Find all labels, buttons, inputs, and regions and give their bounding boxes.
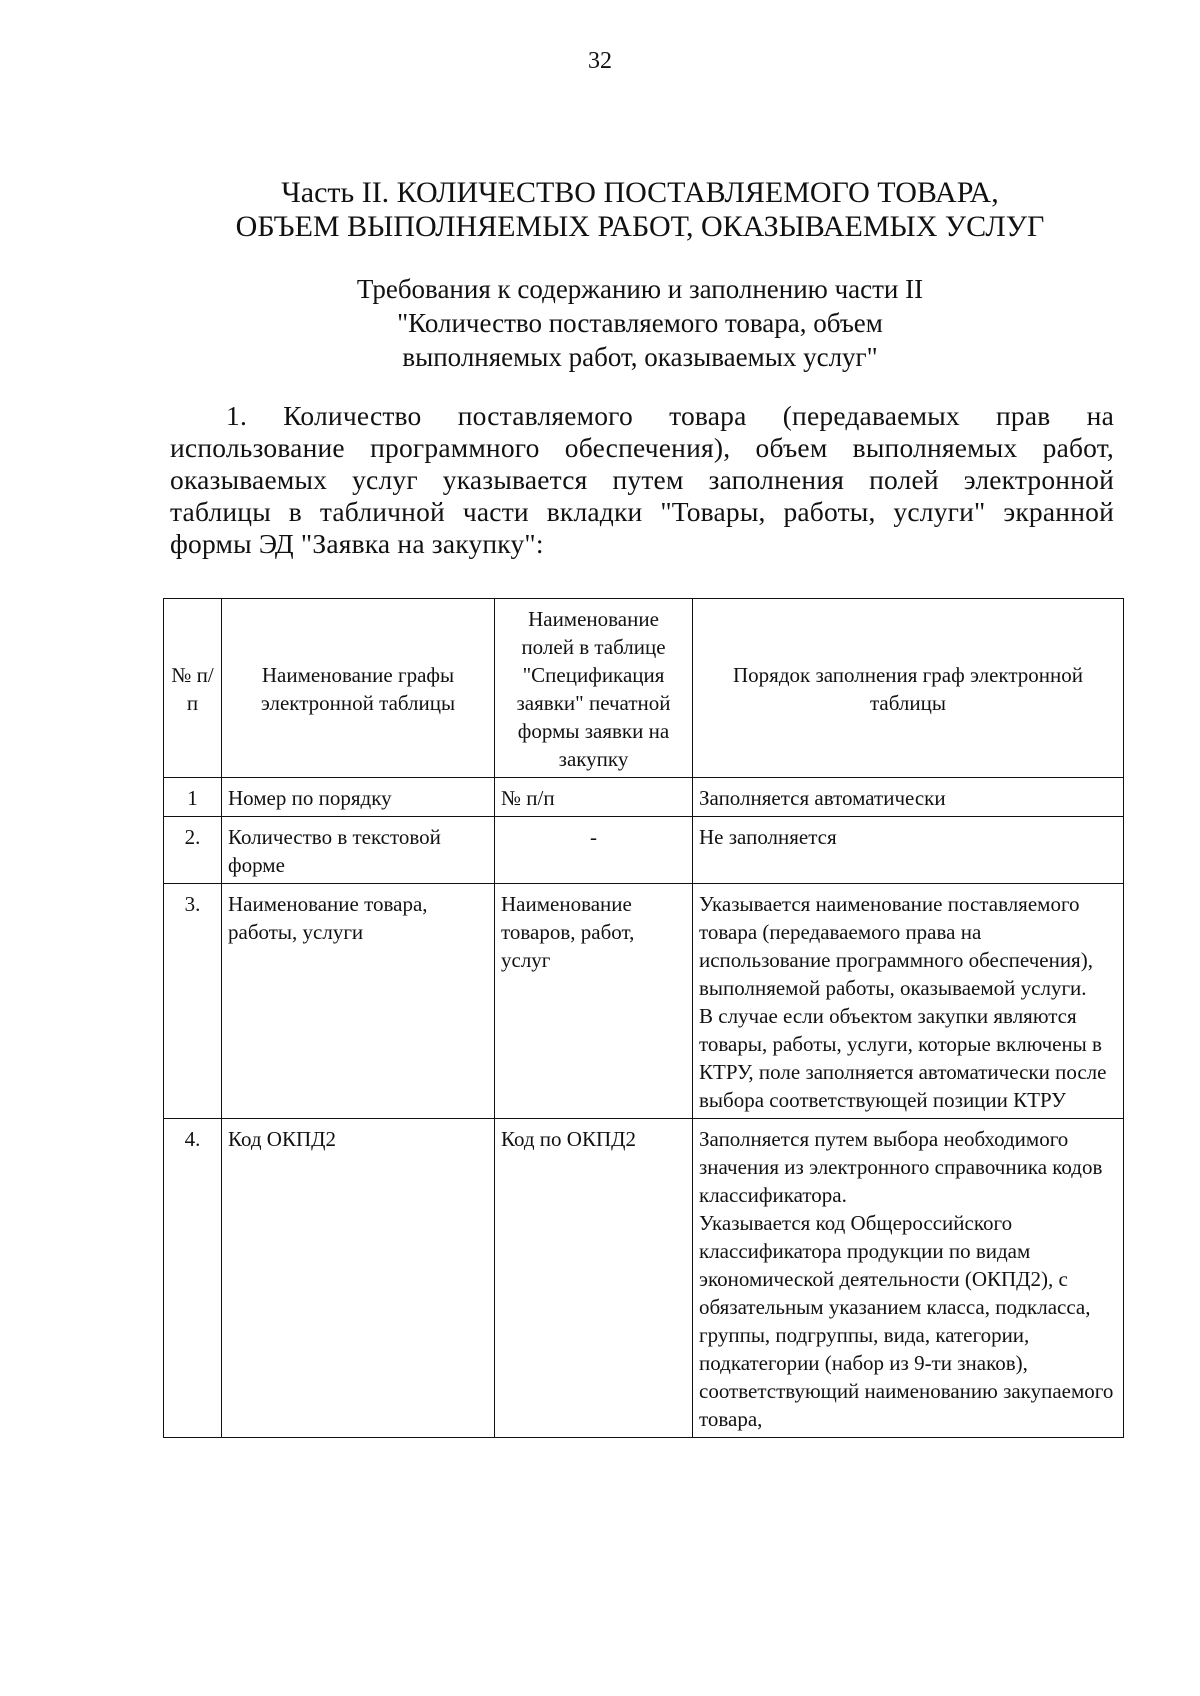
row-fill-order [693, 884, 1124, 1119]
header-number: № п/п [164, 599, 222, 778]
subheading-line: выполняемых работ, оказываемых услуг" [402, 342, 878, 372]
row-number: 1 [164, 778, 222, 817]
header-fill-order: Порядок заполнения граф электронной таблицы [693, 599, 1124, 778]
row-fill-order [693, 778, 1124, 817]
fill-order-text: Заполняется автоматически [699, 786, 946, 810]
row-field-name: № п/п [495, 778, 693, 817]
subheading-line: "Количество поставляемого товара, объем [397, 308, 883, 338]
row-field-name: Код по ОКПД2 [495, 1119, 693, 1438]
requirements-subheading [160, 272, 1120, 374]
row-fill-order [693, 1119, 1124, 1438]
header-field-name: Наименование полей в таблице "Спецификация заявки" печатной формы заявки на закупку [495, 599, 693, 778]
table-row [164, 1119, 1124, 1438]
fill-order-text: Указывается наименование поставляемого товара (передаваемого права на использование программного обеспечения), выполняемой работы, оказываемой услуги. [699, 892, 1093, 1000]
row-column-name: Количество в текстовой форме [222, 817, 495, 884]
row-column-name: Номер по порядку [222, 778, 495, 817]
row-field-name: - [495, 817, 693, 884]
section-heading [160, 176, 1120, 244]
fill-order-text: Заполняется путем выбора необходимого значения из электронного справочника кодов классификатора. [699, 1127, 1103, 1207]
header-column-name: Наименование графы электронной таблицы [222, 599, 495, 778]
intro-paragraph: 1. Количество поставляемого товара (передаваемых прав на использование программного обеспечения), объем выполняемых работ, оказываемых услуг указывается путем заполнения полей электронной таблицы в табличной части вкладки "Товары, работы, услуги" экранной формы ЭД "Заявка на закупку": [170, 400, 1114, 559]
row-fill-order [693, 817, 1124, 884]
row-column-name: Код ОКПД2 [222, 1119, 495, 1438]
row-number: 4. [164, 1119, 222, 1438]
heading-line: Часть II. КОЛИЧЕСТВО ПОСТАВЛЯЕМОГО ТОВАРА, [281, 176, 999, 209]
fill-order-text: Не заполняется [699, 825, 837, 849]
heading-line: ОБЪЕМ ВЫПОЛНЯЕМЫХ РАБОТ, ОКАЗЫВАЕМЫХ УСЛУГ [235, 210, 1045, 243]
row-number: 3. [164, 884, 222, 1119]
table-row [164, 778, 1124, 817]
fill-order-text: Указывается код Общероссийского классификатора продукции по видам экономической деятельности (ОКПД2), с обязательным указанием класса, подкласса, группы, подгруппы, вида, категории, подкатегории (набор из 9-ти знаков), соответствующий наименованию закупаемого товара, [699, 1211, 1114, 1431]
table-row [164, 884, 1124, 1119]
row-number: 2. [164, 817, 222, 884]
row-column-name: Наименование товара, работы, услуги [222, 884, 495, 1119]
subheading-line: Требования к содержанию и заполнению части II [356, 274, 924, 304]
specification-table [163, 598, 1124, 1438]
table-header-row [164, 599, 1124, 778]
fill-order-text: В случае если объектом закупки являются товары, работы, услуги, которые включены в КТРУ, поле заполняется автоматически после выбора соответствующей позиции КТРУ [699, 1004, 1107, 1112]
row-field-name: Наименование товаров, работ, услуг [495, 884, 693, 1119]
page-number: 32 [588, 48, 612, 74]
table-row [164, 817, 1124, 884]
